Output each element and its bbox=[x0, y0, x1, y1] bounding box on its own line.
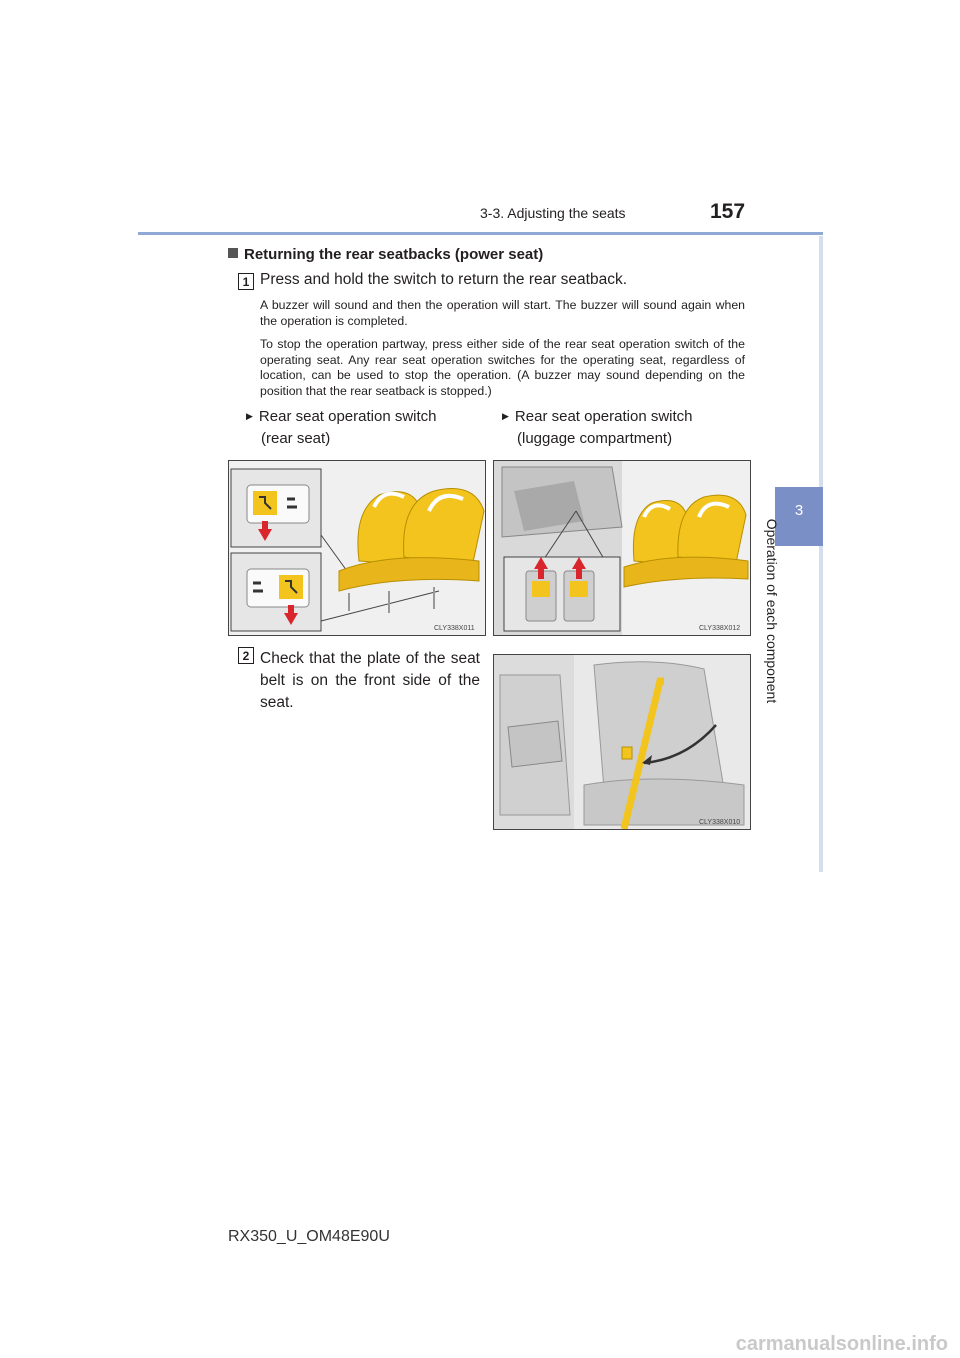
figure-1-label bbox=[246, 405, 466, 450]
figure-2-label bbox=[502, 405, 742, 450]
model-code: RX350_U_OM48E90U bbox=[228, 1228, 390, 1245]
watermark-text: carmanualsonline.info bbox=[735, 1333, 948, 1355]
side-rail bbox=[819, 236, 823, 872]
figure-2-label-line1: Rear seat operation switch bbox=[514, 408, 693, 425]
figure-1-code: CLY338X011 bbox=[434, 625, 475, 632]
step-1-note-2: To stop the operation partway, press either side of the rear seat operation switch of the operating seat. Any rear seat operation switches for the operating seat, regardless of location, can be used to stop the operation. (A buzzer may sound depending on the position that the rear seatback is stopped.) bbox=[260, 337, 745, 398]
luggage-illustration bbox=[494, 461, 750, 635]
step-number-2: 2 bbox=[238, 647, 254, 664]
page-number: 157 bbox=[710, 200, 746, 223]
square-bullet-icon bbox=[228, 248, 238, 258]
section-heading bbox=[228, 246, 543, 263]
triangle-bullet-icon: ▶ bbox=[246, 411, 253, 421]
figure-1-label-line1: Rear seat operation switch bbox=[258, 408, 437, 425]
section-heading-text: Returning the rear seatbacks (power seat) bbox=[244, 246, 544, 263]
triangle-bullet-icon: ▶ bbox=[502, 411, 509, 421]
rear-seat-illustration bbox=[229, 461, 485, 635]
header-rule bbox=[138, 232, 823, 235]
header-section-title: 3-3. Adjusting the seats bbox=[480, 205, 626, 221]
step-1-text: Press and hold the switch to return the rear seatback. bbox=[260, 271, 628, 288]
step-number-1: 1 bbox=[238, 273, 254, 290]
seat-belt-illustration bbox=[494, 655, 750, 829]
chapter-label: Operation of each component bbox=[764, 518, 780, 704]
step-1-note-1: A buzzer will sound and then the operation will start. The buzzer will sound again when the operation is completed. bbox=[260, 298, 745, 328]
step-2-text: Check that the plate of the seat belt is on the front side of the seat. bbox=[260, 650, 480, 711]
chapter-number: 3 bbox=[794, 502, 804, 519]
figure-luggage-switch bbox=[493, 460, 751, 636]
figure-2-code: CLY338X012 bbox=[699, 625, 741, 632]
figure-3-code: CLY338X010 bbox=[699, 819, 741, 826]
figure-2-label-line2: (luggage compartment) bbox=[517, 430, 673, 447]
figure-1-label-line2: (rear seat) bbox=[261, 430, 331, 447]
figure-seat-belt bbox=[493, 654, 751, 830]
figure-rear-seat-switch bbox=[228, 460, 486, 636]
